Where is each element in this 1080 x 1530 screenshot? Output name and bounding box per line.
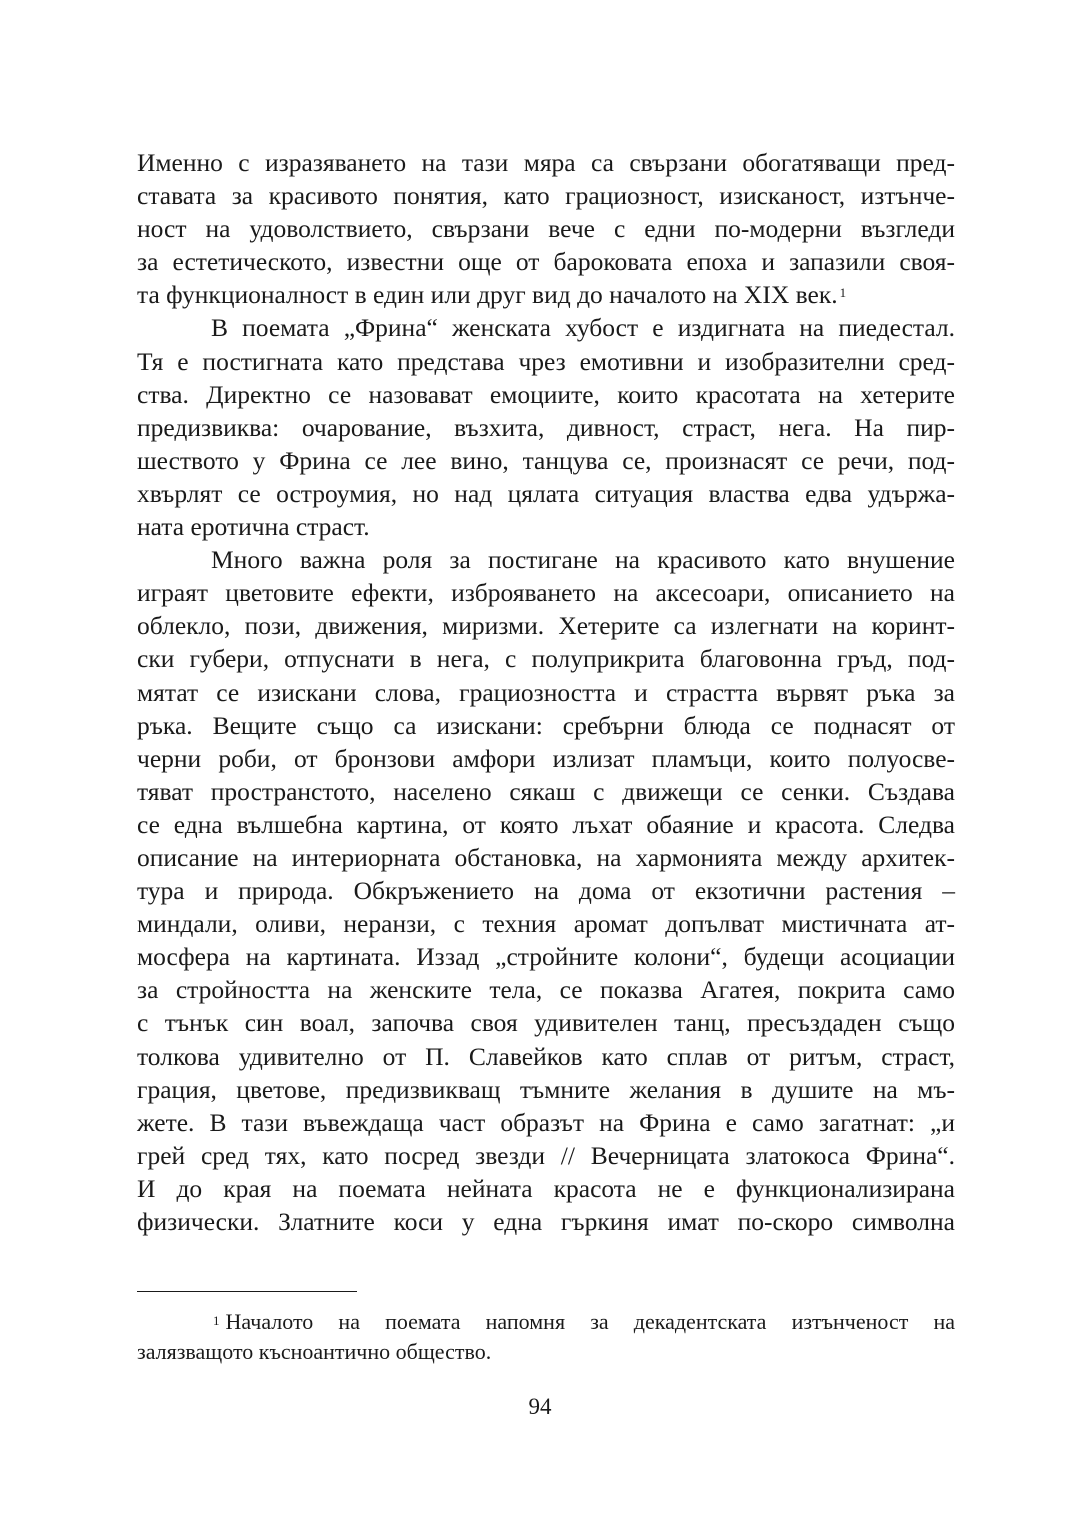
text-line: за стройността на женските тела, се показва Агатея, покрита само (137, 975, 955, 1005)
text-line: шеството у Фрина се лее вино, танцува се, произнасят се речи, под- (137, 445, 955, 475)
text-line: мятат се изискани слова, грациозността и страстта вървят ръка за (137, 677, 955, 707)
text-line: тяват пространстото, населено сякаш с движещи се сенки. Създава (137, 776, 955, 806)
footnote-text: Началото на поемата напомня за декадентската изтънченост на (225, 1309, 955, 1334)
text-line: ръка. Вещите също са изискани: сребърни блюда се поднасят от (137, 710, 955, 740)
text-line: ната еротична страст. (137, 512, 370, 542)
text-line: ност на удоволствието, свързани вече с едни по-модерни възгледи (137, 214, 955, 244)
page-number: 94 (528, 1394, 552, 1419)
footnote-reference: 1 (839, 285, 847, 301)
paragraph-first-line: В поемата „Фрина“ женската хубост е издигната на пиедестал. (211, 313, 955, 343)
text-line: хвърлят се остроумия, но над цялата ситуация властва едва удържа- (137, 478, 955, 508)
text-line: Тя е постигната като представа чрез емотивни и изобразителни сред- (137, 346, 955, 376)
text-line: описание на интериорната обстановка, на хармонията между архитек- (137, 842, 955, 872)
text-line: мосфера на картината. Иззад „стройните колони“, будещи асоциации (137, 942, 955, 972)
text-line: толкова удивително от П. Славейков като сплав от ритъм, страст, (137, 1041, 955, 1071)
text-line: играят цветовите ефекти, изброяването на аксесоари, описанието на (137, 578, 955, 608)
text-line: за естетическото, известни още от бароковата епоха и запазили своя- (137, 247, 955, 277)
text-line: грей сред тях, като посред звезди // Вечерницата златокоса Фрина“. (137, 1140, 955, 1170)
text-line: миндали, оливи, неранзи, с техния аромат допълват мистичната ат- (137, 909, 955, 939)
footnote (137, 1307, 955, 1367)
text-line: предизвиква: очарование, възхита, дивност, страст, нега. На пир- (137, 412, 955, 442)
text-line: с тънък син воал, започва своя удивителен танц, пресъздаден също (137, 1008, 955, 1038)
footnote-marker: 1 (213, 1313, 220, 1328)
text-line: физически. Златните коси у една гъркиня имат по-скоро символна (137, 1207, 955, 1236)
footnote-separator (137, 1291, 357, 1292)
footnote-line (137, 1307, 955, 1337)
text-line-with-footnote (137, 278, 955, 311)
text-line: жете. В тази въвеждаща част образът на Фрина е само загатнат: „и (137, 1107, 955, 1137)
text-line-content: та функционалност в един или друг вид до началото на XIX век. (137, 280, 838, 310)
text-line: Именно с изразяването на тази мяра са свързани обогатяващи пред- (137, 148, 955, 177)
text-line: грация, цветове, предизвикващ тъмните желания в душите на мъ- (137, 1074, 955, 1104)
text-line: облекло, пози, движения, миризми. Хетерите са излегнати на коринт- (137, 611, 955, 641)
text-line: ски губери, отпуснати в нега, с полуприкрита благовонна гръд, под- (137, 644, 955, 674)
body-text (137, 146, 955, 1238)
text-line: И до края на поемата нейната красота не е функционализирана (137, 1173, 955, 1203)
text-line: ставата за красивото понятия, като грациозност, изисканост, изтънче- (137, 181, 955, 211)
text-line: тура и природа. Обкръжението на дома от екзотични растения – (137, 876, 955, 906)
footnote-line: залязващото късноантично общество. (137, 1339, 492, 1364)
text-line: черни роби, от бронзови амфори излизат пламъци, които полуосве- (137, 743, 955, 773)
text-line: се една вълшебна картина, от която лъхат обаяние и красота. Следва (137, 809, 955, 839)
paragraph-first-line: Много важна роля за постигане на красивото като внушение (211, 545, 955, 575)
text-line: ства. Директно се назовават емоциите, които красотата на хетерите (137, 379, 955, 409)
